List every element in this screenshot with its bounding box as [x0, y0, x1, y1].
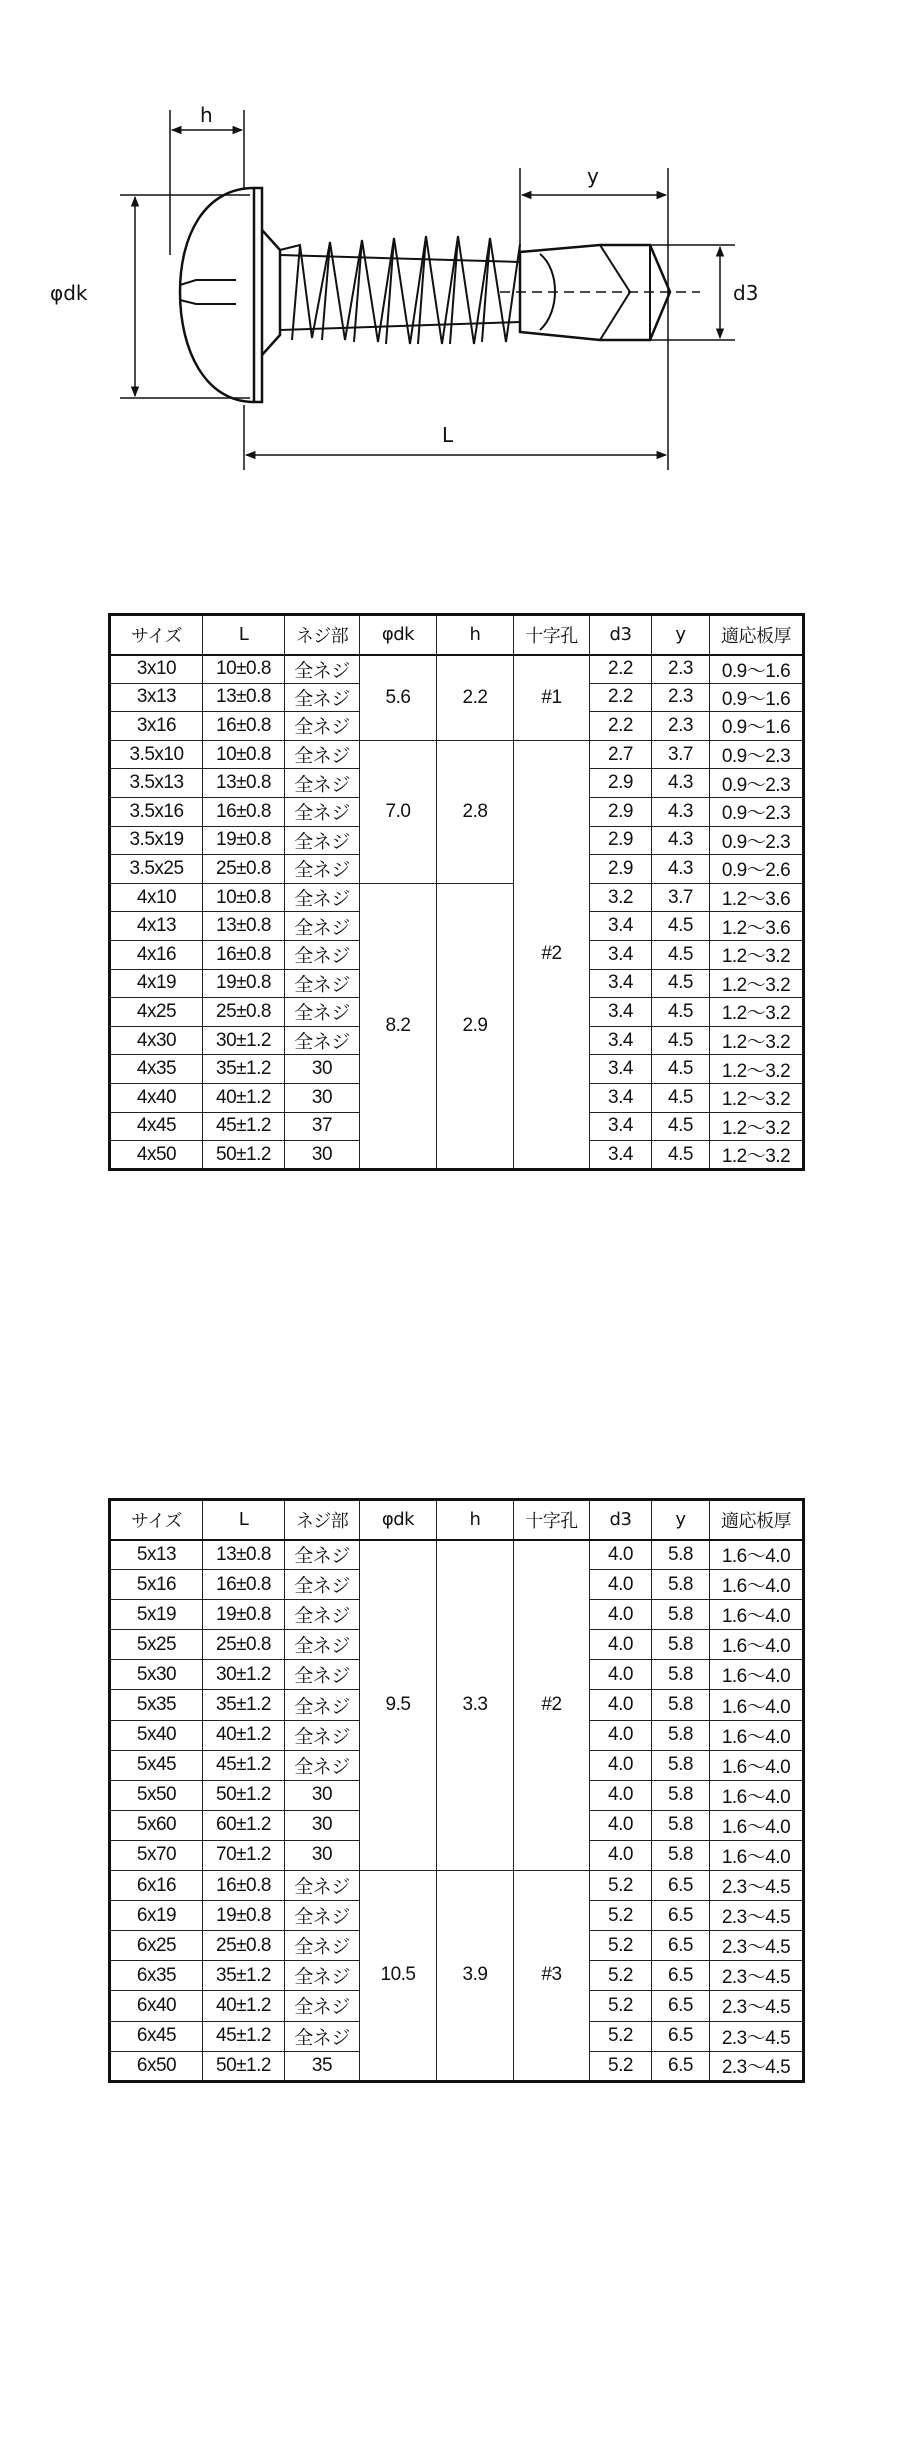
cell-y: 4.3 [652, 855, 710, 884]
cell-length: 13±0.8 [203, 912, 285, 941]
cell-d3: 5.2 [590, 1901, 652, 1931]
cell-y: 6.5 [652, 1931, 710, 1961]
cell-plate-thickness: 2.3～4.5 [710, 1931, 804, 1961]
cell-length: 45±1.2 [203, 1750, 285, 1780]
cell-thread: 30 [285, 1141, 360, 1170]
cell-d3: 2.2 [590, 712, 652, 741]
cell-size: 3x10 [110, 655, 203, 684]
cell-thread: 37 [285, 1112, 360, 1141]
cell-y: 5.8 [652, 1660, 710, 1690]
cell-phi-dk: 10.5 [360, 1871, 437, 2082]
cell-plate-thickness: 0.9～2.3 [710, 797, 804, 826]
cell-size: 6x45 [110, 2021, 203, 2051]
cell-y: 6.5 [652, 1871, 710, 1901]
cell-d3: 2.2 [590, 655, 652, 684]
cell-length: 35±1.2 [203, 1961, 285, 1991]
cell-d3: 3.4 [590, 969, 652, 998]
cell-thread: 全ネジ [285, 1660, 360, 1690]
cell-size: 5x13 [110, 1540, 203, 1570]
header-h: h [437, 615, 514, 655]
cell-plate-thickness: 2.3～4.5 [710, 1961, 804, 1991]
spec-table-2 [108, 1498, 805, 2083]
cell-y: 6.5 [652, 1961, 710, 1991]
cell-size: 5x40 [110, 1720, 203, 1750]
cell-plate-thickness: 1.6～4.0 [710, 1690, 804, 1720]
cell-length: 19±0.8 [203, 1600, 285, 1630]
cell-thread: 全ネジ [285, 712, 360, 741]
header-cross-recess: 十字孔 [514, 615, 590, 655]
table-row [110, 740, 804, 769]
cell-thread: 30 [285, 1055, 360, 1084]
cell-cross-recess: #1 [514, 655, 590, 741]
cell-size: 4x10 [110, 883, 203, 912]
cell-length: 40±1.2 [203, 1991, 285, 2021]
cell-size: 3x13 [110, 683, 203, 712]
cell-size: 6x50 [110, 2051, 203, 2081]
cell-y: 5.8 [652, 1840, 710, 1870]
screw-thread [280, 236, 520, 344]
dim-label-d3: d3 [733, 281, 759, 305]
cell-thread: 全ネジ [285, 998, 360, 1027]
cell-d3: 5.2 [590, 1931, 652, 1961]
cell-thread: 30 [285, 1840, 360, 1870]
cell-y: 6.5 [652, 2051, 710, 2081]
cell-plate-thickness: 1.2～3.6 [710, 912, 804, 941]
cell-d3: 4.0 [590, 1690, 652, 1720]
cell-thread: 全ネジ [285, 1991, 360, 2021]
cell-thread: 全ネジ [285, 797, 360, 826]
spec-table-1 [108, 613, 805, 1171]
cell-length: 35±1.2 [203, 1690, 285, 1720]
cell-plate-thickness: 1.6～4.0 [710, 1780, 804, 1810]
cell-d3: 2.2 [590, 683, 652, 712]
cell-d3: 3.4 [590, 1083, 652, 1112]
header-phi-dk: φdk [360, 1500, 437, 1540]
cell-y: 4.5 [652, 1141, 710, 1170]
header-phi-dk: φdk [360, 615, 437, 655]
cell-plate-thickness: 1.6～4.0 [710, 1630, 804, 1660]
cell-plate-thickness: 1.2～3.6 [710, 883, 804, 912]
cell-size: 4x50 [110, 1141, 203, 1170]
cell-y: 5.8 [652, 1720, 710, 1750]
cell-d3: 3.4 [590, 940, 652, 969]
cell-d3: 3.4 [590, 998, 652, 1027]
cell-y: 4.5 [652, 940, 710, 969]
cell-length: 40±1.2 [203, 1083, 285, 1112]
cell-d3: 4.0 [590, 1540, 652, 1570]
cell-size: 4x40 [110, 1083, 203, 1112]
cell-thread: 全ネジ [285, 1540, 360, 1570]
header-plate-thickness: 適応板厚 [710, 615, 804, 655]
table-row [110, 1871, 804, 1901]
cell-size: 4x13 [110, 912, 203, 941]
cell-y: 5.8 [652, 1690, 710, 1720]
cell-plate-thickness: 0.9～2.3 [710, 740, 804, 769]
cell-size: 4x30 [110, 1026, 203, 1055]
cell-d3: 3.4 [590, 912, 652, 941]
cell-size: 5x50 [110, 1780, 203, 1810]
cell-length: 10±0.8 [203, 655, 285, 684]
cell-thread: 30 [285, 1780, 360, 1810]
cell-cross-recess: #2 [514, 1540, 590, 1871]
cell-length: 40±1.2 [203, 1720, 285, 1750]
table-row [110, 883, 804, 912]
cell-plate-thickness: 1.6～4.0 [710, 1750, 804, 1780]
cell-thread: 30 [285, 1083, 360, 1112]
cell-d3: 3.4 [590, 1026, 652, 1055]
screw-head [180, 188, 280, 402]
cell-size: 3x16 [110, 712, 203, 741]
cell-length: 19±0.8 [203, 969, 285, 998]
cell-plate-thickness: 1.2～3.2 [710, 969, 804, 998]
cell-d3: 3.4 [590, 1055, 652, 1084]
table-header-row [110, 615, 804, 655]
cell-size: 5x25 [110, 1630, 203, 1660]
cell-thread: 全ネジ [285, 1720, 360, 1750]
cell-d3: 2.9 [590, 797, 652, 826]
cell-length: 10±0.8 [203, 740, 285, 769]
cell-thread: 全ネジ [285, 1961, 360, 1991]
cell-thread: 全ネジ [285, 855, 360, 884]
cell-length: 45±1.2 [203, 1112, 285, 1141]
header-size: サイズ [110, 1500, 203, 1540]
cell-plate-thickness: 2.3～4.5 [710, 2021, 804, 2051]
header-size: サイズ [110, 615, 203, 655]
cell-size: 6x19 [110, 1901, 203, 1931]
cell-plate-thickness: 1.6～4.0 [710, 1570, 804, 1600]
cell-h: 3.9 [437, 1871, 514, 2082]
cell-plate-thickness: 2.3～4.5 [710, 2051, 804, 2081]
cell-d3: 5.2 [590, 1871, 652, 1901]
cell-size: 3.5x16 [110, 797, 203, 826]
cell-y: 5.8 [652, 1600, 710, 1630]
cell-y: 5.8 [652, 1540, 710, 1570]
cell-plate-thickness: 1.2～3.2 [710, 998, 804, 1027]
screw-dimension-diagram [0, 0, 924, 500]
cell-length: 13±0.8 [203, 683, 285, 712]
cell-y: 4.5 [652, 1112, 710, 1141]
cell-size: 4x16 [110, 940, 203, 969]
cell-h: 3.3 [437, 1540, 514, 1871]
cell-length: 19±0.8 [203, 1901, 285, 1931]
cell-size: 5x35 [110, 1690, 203, 1720]
header-d3: d3 [590, 615, 652, 655]
cell-cross-recess: #2 [514, 740, 590, 1169]
cell-d3: 5.2 [590, 2051, 652, 2081]
cell-size: 4x35 [110, 1055, 203, 1084]
cell-y: 2.3 [652, 712, 710, 741]
cell-size: 6x25 [110, 1931, 203, 1961]
cell-y: 3.7 [652, 883, 710, 912]
cell-length: 16±0.8 [203, 712, 285, 741]
cell-d3: 5.2 [590, 1991, 652, 2021]
cell-thread: 全ネジ [285, 969, 360, 998]
cell-plate-thickness: 1.2～3.2 [710, 1141, 804, 1170]
cell-plate-thickness: 1.2～3.2 [710, 1112, 804, 1141]
cell-size: 4x45 [110, 1112, 203, 1141]
cell-h: 2.8 [437, 740, 514, 883]
header-y: y [652, 615, 710, 655]
cell-thread: 全ネジ [285, 1871, 360, 1901]
cell-length: 60±1.2 [203, 1810, 285, 1840]
cell-plate-thickness: 0.9～2.3 [710, 826, 804, 855]
cell-thread: 全ネジ [285, 655, 360, 684]
cell-y: 4.5 [652, 969, 710, 998]
cell-size: 5x70 [110, 1840, 203, 1870]
cell-plate-thickness: 1.2～3.2 [710, 1083, 804, 1112]
cell-plate-thickness: 2.3～4.5 [710, 1871, 804, 1901]
cell-size: 6x35 [110, 1961, 203, 1991]
cell-thread: 全ネジ [285, 1600, 360, 1630]
cell-length: 13±0.8 [203, 1540, 285, 1570]
cell-d3: 3.4 [590, 1141, 652, 1170]
cell-length: 25±0.8 [203, 855, 285, 884]
cell-plate-thickness: 1.2～3.2 [710, 1055, 804, 1084]
cell-length: 16±0.8 [203, 1871, 285, 1901]
cell-thread: 全ネジ [285, 683, 360, 712]
cell-d3: 5.2 [590, 2021, 652, 2051]
cell-plate-thickness: 0.9～1.6 [710, 712, 804, 741]
header-plate-thickness: 適応板厚 [710, 1500, 804, 1540]
cell-y: 4.5 [652, 1026, 710, 1055]
cell-y: 4.3 [652, 769, 710, 798]
cell-plate-thickness: 0.9～2.6 [710, 855, 804, 884]
cell-size: 6x16 [110, 1871, 203, 1901]
cell-length: 45±1.2 [203, 2021, 285, 2051]
dim-label-h: h [200, 103, 213, 127]
cell-thread: 全ネジ [285, 1901, 360, 1931]
cell-size: 3.5x19 [110, 826, 203, 855]
cell-d3: 4.0 [590, 1630, 652, 1660]
cell-size: 3.5x10 [110, 740, 203, 769]
cell-length: 30±1.2 [203, 1026, 285, 1055]
cell-y: 4.5 [652, 1055, 710, 1084]
cell-length: 19±0.8 [203, 826, 285, 855]
table-header-row [110, 1500, 804, 1540]
cell-length: 16±0.8 [203, 1570, 285, 1600]
cell-d3: 4.0 [590, 1570, 652, 1600]
cell-plate-thickness: 1.2～3.2 [710, 1026, 804, 1055]
cell-plate-thickness: 1.6～4.0 [710, 1720, 804, 1750]
header-d3: d3 [590, 1500, 652, 1540]
cell-thread: 35 [285, 2051, 360, 2081]
cell-length: 10±0.8 [203, 883, 285, 912]
cell-y: 5.8 [652, 1780, 710, 1810]
table-row [110, 1540, 804, 1570]
dim-label-L: L [442, 423, 454, 447]
cell-plate-thickness: 1.6～4.0 [710, 1840, 804, 1870]
cell-size: 4x25 [110, 998, 203, 1027]
header-length: L [203, 615, 285, 655]
cell-d3: 2.9 [590, 855, 652, 884]
cell-d3: 4.0 [590, 1810, 652, 1840]
cell-thread: 全ネジ [285, 2021, 360, 2051]
header-h: h [437, 1500, 514, 1540]
cell-plate-thickness: 1.6～4.0 [710, 1540, 804, 1570]
cell-thread: 全ネジ [285, 740, 360, 769]
cell-length: 25±0.8 [203, 998, 285, 1027]
cell-h: 2.9 [437, 883, 514, 1169]
cell-length: 30±1.2 [203, 1660, 285, 1690]
cell-length: 35±1.2 [203, 1055, 285, 1084]
cell-y: 6.5 [652, 1901, 710, 1931]
cell-d3: 4.0 [590, 1780, 652, 1810]
cell-length: 70±1.2 [203, 1840, 285, 1870]
cell-length: 13±0.8 [203, 769, 285, 798]
cell-length: 50±1.2 [203, 1141, 285, 1170]
cell-plate-thickness: 1.6～4.0 [710, 1600, 804, 1630]
cell-plate-thickness: 0.9～2.3 [710, 769, 804, 798]
dim-label-y: y [587, 164, 599, 188]
cell-d3: 4.0 [590, 1600, 652, 1630]
cell-plate-thickness: 1.6～4.0 [710, 1660, 804, 1690]
cell-thread: 全ネジ [285, 883, 360, 912]
header-thread: ネジ部 [285, 615, 360, 655]
cell-y: 5.8 [652, 1750, 710, 1780]
header-y: y [652, 1500, 710, 1540]
cell-y: 4.5 [652, 1083, 710, 1112]
cell-y: 5.8 [652, 1630, 710, 1660]
cell-size: 6x40 [110, 1991, 203, 2021]
cell-d3: 2.9 [590, 826, 652, 855]
cell-thread: 全ネジ [285, 826, 360, 855]
cell-length: 16±0.8 [203, 940, 285, 969]
cell-y: 5.8 [652, 1570, 710, 1600]
cell-d3: 3.4 [590, 1112, 652, 1141]
cell-d3: 5.2 [590, 1961, 652, 1991]
cell-y: 5.8 [652, 1810, 710, 1840]
cell-size: 5x30 [110, 1660, 203, 1690]
cell-y: 6.5 [652, 2021, 710, 2051]
cell-plate-thickness: 1.6～4.0 [710, 1810, 804, 1840]
cell-length: 25±0.8 [203, 1630, 285, 1660]
cell-y: 3.7 [652, 740, 710, 769]
cell-thread: 全ネジ [285, 1750, 360, 1780]
cell-thread: 全ネジ [285, 912, 360, 941]
cell-d3: 4.0 [590, 1750, 652, 1780]
cell-y: 2.3 [652, 655, 710, 684]
cell-d3: 4.0 [590, 1840, 652, 1870]
cell-thread: 全ネジ [285, 940, 360, 969]
cell-y: 2.3 [652, 683, 710, 712]
cell-h: 2.2 [437, 655, 514, 741]
cell-length: 25±0.8 [203, 1931, 285, 1961]
cell-thread: 全ネジ [285, 1026, 360, 1055]
cell-thread: 全ネジ [285, 1630, 360, 1660]
cell-thread: 全ネジ [285, 769, 360, 798]
header-thread: ネジ部 [285, 1500, 360, 1540]
cell-d3: 3.2 [590, 883, 652, 912]
cell-y: 4.5 [652, 912, 710, 941]
table-row [110, 655, 804, 684]
cell-length: 50±1.2 [203, 2051, 285, 2081]
cell-y: 4.3 [652, 826, 710, 855]
cell-phi-dk: 8.2 [360, 883, 437, 1169]
cell-thread: 全ネジ [285, 1570, 360, 1600]
header-cross-recess: 十字孔 [514, 1500, 590, 1540]
cell-thread: 30 [285, 1810, 360, 1840]
cell-y: 4.3 [652, 797, 710, 826]
cell-plate-thickness: 0.9～1.6 [710, 683, 804, 712]
cell-y: 6.5 [652, 1991, 710, 2021]
cell-thread: 全ネジ [285, 1931, 360, 1961]
header-length: L [203, 1500, 285, 1540]
cell-size: 4x19 [110, 969, 203, 998]
cell-length: 16±0.8 [203, 797, 285, 826]
cell-phi-dk: 5.6 [360, 655, 437, 741]
cell-plate-thickness: 2.3～4.5 [710, 1991, 804, 2021]
cell-d3: 2.9 [590, 769, 652, 798]
cell-size: 5x16 [110, 1570, 203, 1600]
dim-label-phi-dk: φdk [50, 281, 88, 305]
cell-thread: 全ネジ [285, 1690, 360, 1720]
cell-plate-thickness: 0.9～1.6 [710, 655, 804, 684]
cell-cross-recess: #3 [514, 1871, 590, 2082]
cell-length: 50±1.2 [203, 1780, 285, 1810]
cell-plate-thickness: 1.2～3.2 [710, 940, 804, 969]
cell-d3: 2.7 [590, 740, 652, 769]
cell-size: 3.5x13 [110, 769, 203, 798]
cell-d3: 4.0 [590, 1660, 652, 1690]
cell-plate-thickness: 2.3～4.5 [710, 1901, 804, 1931]
cell-size: 5x45 [110, 1750, 203, 1780]
cell-phi-dk: 7.0 [360, 740, 437, 883]
cell-size: 3.5x25 [110, 855, 203, 884]
cell-size: 5x60 [110, 1810, 203, 1840]
cell-y: 4.5 [652, 998, 710, 1027]
cell-d3: 4.0 [590, 1720, 652, 1750]
cell-phi-dk: 9.5 [360, 1540, 437, 1871]
cell-size: 5x19 [110, 1600, 203, 1630]
